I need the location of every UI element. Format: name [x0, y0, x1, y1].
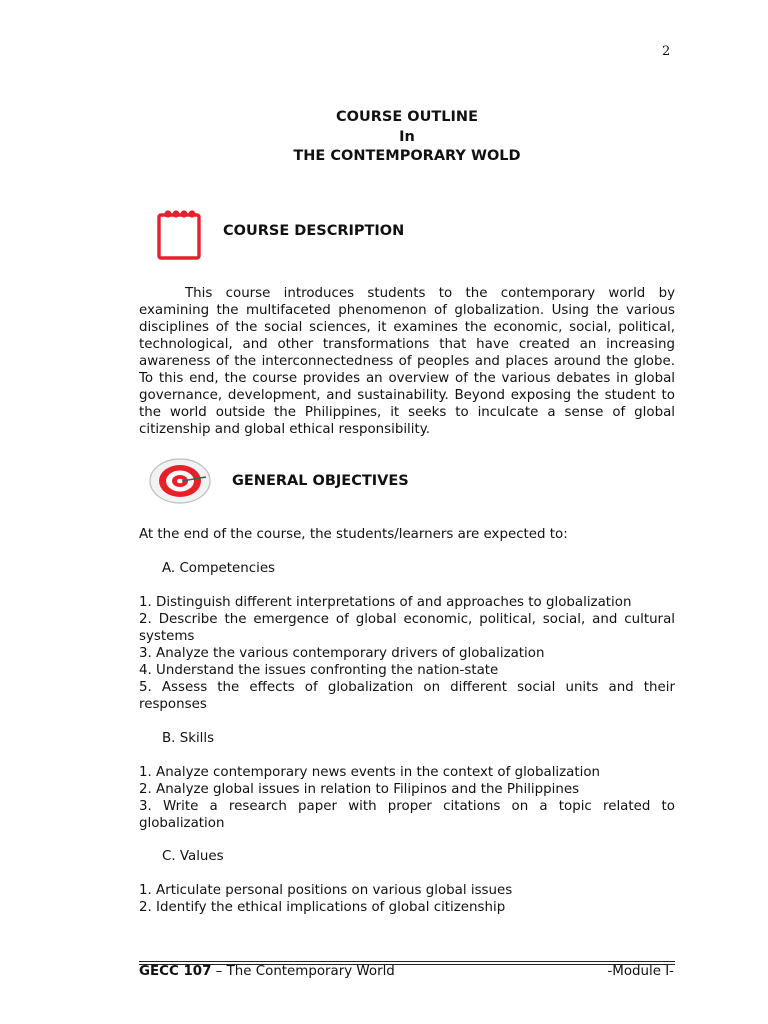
skill-item: 2. Analyze global issues in relation to Filipinos and the Philippines	[139, 782, 580, 797]
value-item: 2. Identify the ethical implications of global citizenship	[139, 900, 506, 915]
title-line-1: COURSE OUTLINE	[336, 109, 478, 125]
competency-item: 3. Analyze the various contemporary drivers of globalization	[139, 646, 545, 661]
objectives-intro: At the end of the course, the students/learners are expected to:	[139, 527, 568, 542]
value-item: 1. Articulate personal positions on various global issues	[139, 883, 513, 898]
footer-course-code: GECC 107	[139, 964, 212, 979]
values-label: C. Values	[162, 849, 224, 864]
competency-item: 1. Distinguish different interpretations of and approaches to globalization	[139, 595, 632, 610]
skills-label: B. Skills	[162, 731, 215, 746]
competencies-label: A. Competencies	[162, 561, 276, 576]
target-icon	[148, 457, 214, 505]
general-objectives-heading: GENERAL OBJECTIVES	[232, 473, 409, 489]
competency-item: 4. Understand the issues confronting the nation-state	[139, 663, 499, 678]
page-number: 2	[662, 44, 671, 59]
skill-item: 1. Analyze contemporary news events in the context of globalization	[139, 765, 601, 780]
course-description-paragraph: This course introduces students to the contemporary world by examining the multifaceted phenomenon of globalization. Using the various disciplines of the social sciences, it examines the economic, social, political, technological, and other transformations that have created an increasing awareness of the interconnectedness of peoples and places around the globe. To this end, the course provides an overview of the various debates in global governance, development, and sustainability. Beyond exposing the student to the world outside the Philippines, it seeks to inculcate a sense of global citizenship and global ethical responsibility.	[139, 286, 675, 437]
footer-module: -Module I-	[607, 964, 674, 979]
course-title-block	[0, 108, 768, 167]
footer-course	[139, 964, 395, 979]
course-description-heading: COURSE DESCRIPTION	[223, 223, 405, 239]
title-line-2: In	[399, 128, 415, 145]
footer-divider-top	[139, 961, 675, 962]
notepad-icon	[155, 206, 203, 262]
footer-course-title: – The Contemporary World	[211, 964, 395, 979]
competency-item: 5. Assess the effects of globalization on different social units and their responses	[139, 680, 675, 712]
skill-item: 3. Write a research paper with proper citations on a topic related to globalization	[139, 799, 675, 831]
title-line-3: THE CONTEMPORARY WOLD	[293, 148, 521, 164]
competency-item: 2. Describe the emergence of global economic, political, social, and cultural systems	[139, 612, 675, 644]
